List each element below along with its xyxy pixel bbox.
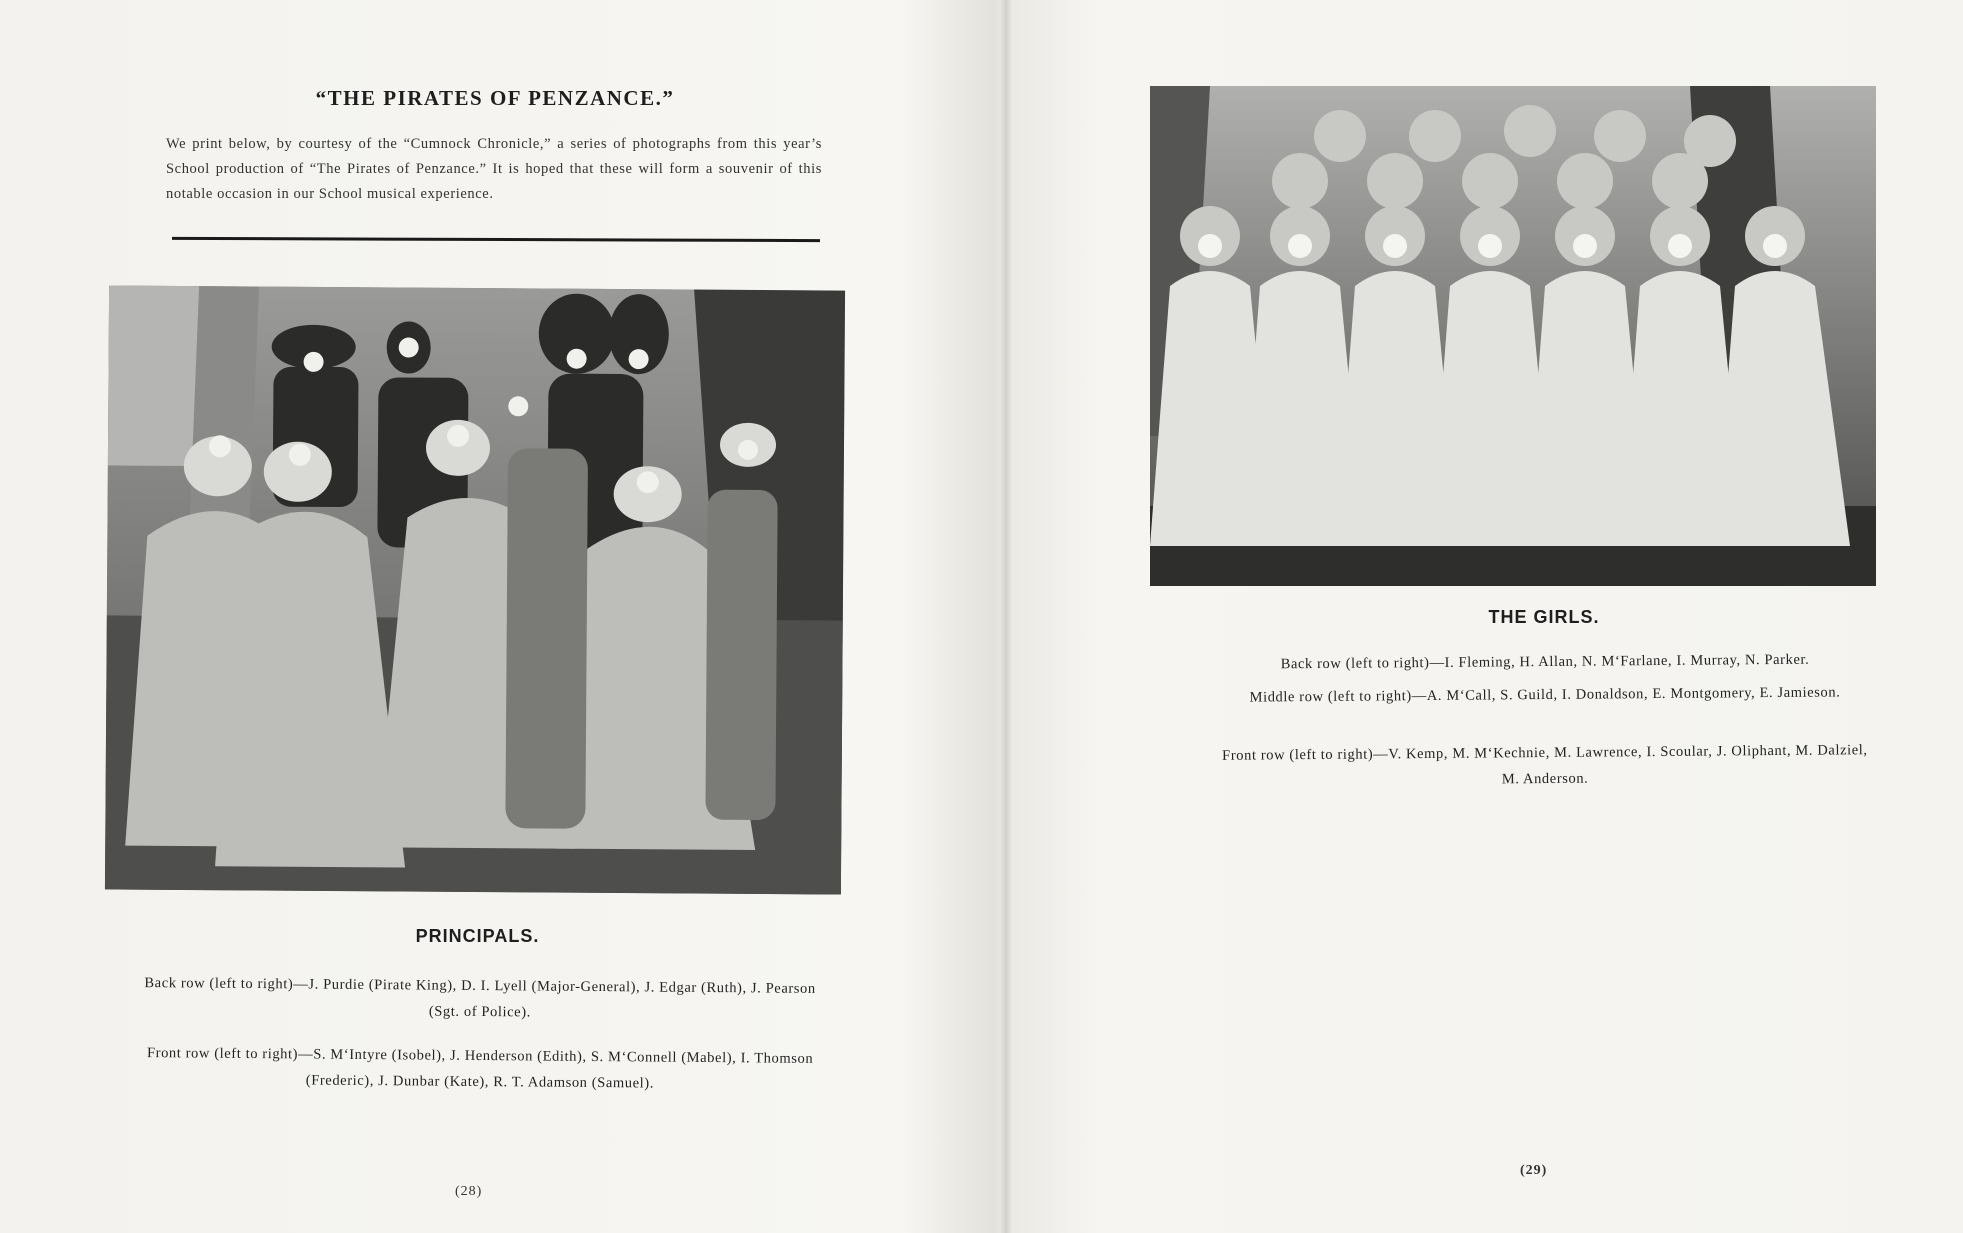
page-number-left: (28): [455, 1184, 483, 1199]
divider-rule: [172, 237, 820, 242]
principals-photo: [105, 285, 845, 894]
principals-heading: PRINCIPALS.: [415, 926, 540, 946]
principals-caption-front-row: Front row (left to right)—S. M‘Intyre (Isobel), J. Henderson (Edith), S. M‘Connell (Mabel), I. Thomson (Frederic), J. Dunbar (Kate), R. T. Adamson (Samuel).: [146, 1045, 814, 1092]
girls-caption-middle-row: Middle row (left to right)—A. M‘Call, S. Guild, I. Donaldson, E. Montgomery, E. Jamieson.: [1249, 684, 1841, 706]
principals-photo-image: [105, 285, 845, 894]
page-number-right: (29): [1520, 1163, 1548, 1178]
girls-caption-back-row: Back row (left to right)—I. Fleming, H. Allan, N. M‘Farlane, I. Murray, N. Parker.: [1280, 651, 1810, 673]
girls-caption-front-row: Front row (left to right)—V. Kemp, M. M‘Kechnie, M. Lawrence, I. Scoular, J. Oliphant, M. Dalziel, M. Anderson.: [1222, 742, 1868, 788]
girls-photo-image: [1150, 86, 1876, 586]
principals-caption-back-row: Back row (left to right)—J. Purdie (Pirate King), D. I. Lyell (Major-General), J. Edgar (Ruth), J. Pearson (Sgt. of Police).: [144, 975, 816, 1021]
girls-photo: [1150, 86, 1876, 586]
page-title: “THE PIRATES OF PENZANCE.”: [315, 86, 675, 110]
girls-heading: THE GIRLS.: [1488, 607, 1600, 627]
intro-paragraph: We print below, by courtesy of the “Cumnock Chronicle,” a series of photographs from this year’s School production of “The Pirates of Penzance.” It is hoped that these will form a souvenir of this notable occasion in our School musical experience.: [166, 136, 822, 202]
